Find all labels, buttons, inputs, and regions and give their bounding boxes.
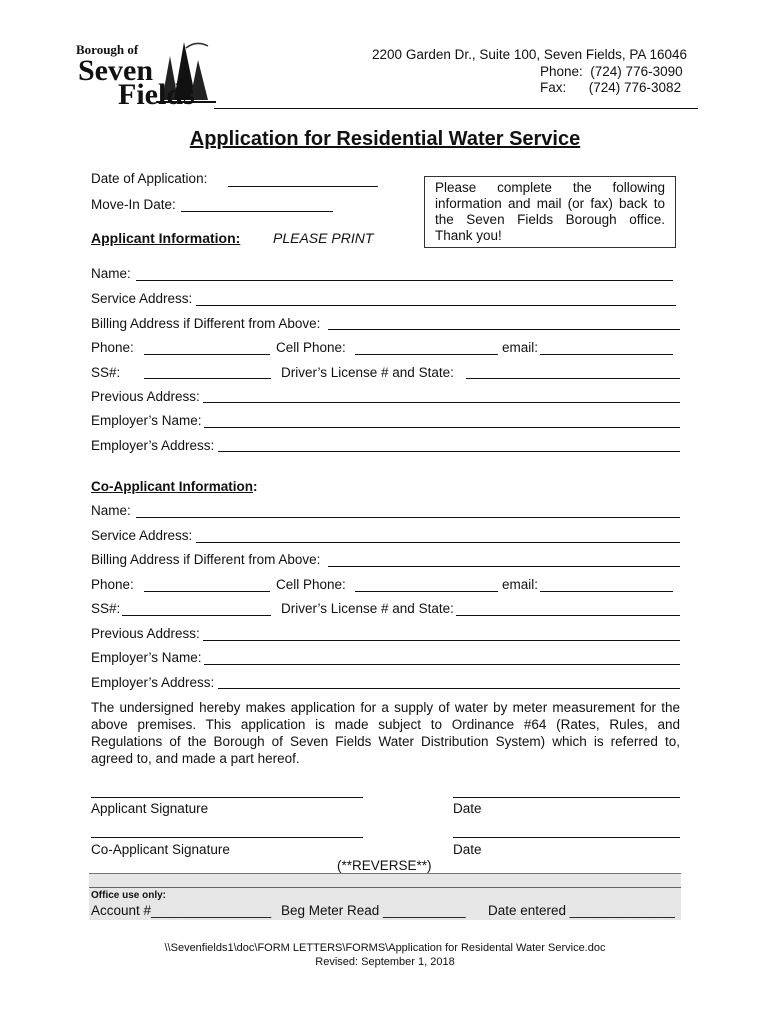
co-applicant-service-address-label: Service Address: [91, 528, 193, 543]
co-applicant-email-field[interactable] [540, 591, 673, 592]
date1-field[interactable] [453, 797, 680, 798]
applicant-ss-label: SS#: [91, 365, 121, 380]
co-applicant-heading-colon: : [253, 479, 258, 494]
header-fax: Fax: (724) 776-3082 [540, 80, 682, 95]
co-applicant-previous-label: Previous Address: [91, 626, 200, 641]
office-account: Account #________________ [91, 903, 272, 918]
co-applicant-ss-label: SS#: [91, 601, 121, 616]
co-applicant-signature-label: Co-Applicant Signature [91, 842, 230, 857]
header-address: 2200 Garden Dr., Suite 100, Seven Fields, PA 16046 [372, 47, 687, 62]
footer-revised: Revised: September 1, 2018 [315, 956, 455, 968]
applicant-heading: Applicant Information: [91, 230, 241, 246]
applicant-cell-field[interactable] [355, 354, 498, 355]
date2-field[interactable] [453, 837, 680, 838]
applicant-license-field[interactable] [466, 378, 680, 379]
logo-line2: Seven [78, 54, 153, 87]
applicant-billing-field[interactable] [328, 329, 680, 330]
co-applicant-billing-label: Billing Address if Different from Above: [91, 552, 321, 567]
applicant-service-address-label: Service Address: [91, 291, 193, 306]
co-applicant-email-label: email: [502, 577, 539, 592]
co-applicant-name-field[interactable] [136, 517, 680, 518]
co-applicant-cell-label: Cell Phone: [276, 577, 346, 592]
applicant-previous-field[interactable] [203, 402, 680, 403]
co-applicant-employer-name-label: Employer’s Name: [91, 650, 202, 665]
co-applicant-employer-address-label: Employer’s Address: [91, 675, 215, 690]
co-applicant-heading-text: Co-Applicant Information [91, 479, 253, 494]
logo-line3: Fields [118, 78, 195, 111]
reverse-note: (**REVERSE**) [337, 858, 432, 873]
applicant-email-label: email: [502, 340, 539, 355]
office-date-entered: Date entered ______________ [488, 903, 675, 918]
co-applicant-ss-field[interactable] [122, 615, 271, 616]
instructions-text: Please complete the following information and mail (or fax) back to the Seven Fields Borough office. Thank you! [435, 180, 665, 243]
applicant-ss-field[interactable] [144, 378, 271, 379]
co-applicant-service-address-field[interactable] [196, 542, 680, 543]
co-applicant-employer-name-field[interactable] [204, 664, 680, 665]
co-applicant-phone-label: Phone: [91, 577, 134, 592]
header-phone: Phone: (724) 776-3090 [540, 64, 683, 79]
applicant-service-address-field[interactable] [196, 305, 676, 306]
date-of-application-field[interactable] [228, 186, 378, 187]
applicant-signature-label: Applicant Signature [91, 801, 209, 816]
co-applicant-name-label: Name: [91, 503, 131, 518]
co-applicant-license-field[interactable] [456, 615, 680, 616]
header-rule [214, 108, 698, 109]
applicant-employer-name-field[interactable] [204, 427, 680, 428]
co-applicant-cell-field[interactable] [355, 591, 498, 592]
co-applicant-phone-field[interactable] [144, 591, 270, 592]
office-use-label: Office use only: [91, 890, 167, 901]
please-print: PLEASE PRINT [273, 230, 374, 246]
instructions-box [424, 176, 676, 248]
applicant-name-label: Name: [91, 266, 131, 281]
applicant-phone-field[interactable] [144, 354, 270, 355]
office-meter-read: Beg Meter Read ___________ [281, 903, 466, 918]
applicant-phone-label: Phone: [91, 340, 134, 355]
applicant-employer-address-label: Employer’s Address: [91, 438, 215, 453]
co-applicant-employer-address-field[interactable] [218, 688, 680, 689]
borough-logo [76, 38, 216, 110]
applicant-previous-label: Previous Address: [91, 389, 200, 404]
co-applicant-previous-field[interactable] [203, 640, 680, 641]
applicant-cell-label: Cell Phone: [276, 340, 346, 355]
applicant-email-field[interactable] [540, 354, 673, 355]
co-applicant-billing-field[interactable] [328, 566, 680, 567]
date-of-application-label: Date of Application: [91, 171, 208, 186]
co-applicant-license-label: Driver’s License # and State: [281, 601, 454, 616]
move-in-date-label: Move-In Date: [91, 197, 176, 212]
logo-line1: Borough of [76, 42, 139, 57]
move-in-date-field[interactable] [181, 211, 333, 212]
applicant-signature-field[interactable] [91, 797, 363, 798]
applicant-employer-address-field[interactable] [218, 451, 680, 452]
co-applicant-heading [91, 479, 258, 494]
applicant-license-label: Driver’s License # and State: [281, 365, 454, 380]
applicant-name-field[interactable] [136, 280, 673, 281]
co-applicant-signature-field[interactable] [91, 837, 363, 838]
applicant-billing-label: Billing Address if Different from Above: [91, 316, 321, 331]
footer-file-path: \\Sevenfields1\doc\FORM LETTERS\FORMS\Application for Residental Water Service.doc [164, 942, 606, 954]
date1-label: Date [453, 801, 482, 816]
date2-label: Date [453, 842, 482, 857]
agreement-text: The undersigned hereby makes application for a supply of water by meter measurement for the above premises. This application is made subject to Ordinance #64 (Rates, Rules, and Regulations of the Borough of Seven Fields Water Distribution System) which is referred to, agreed to, and made a part hereof. [91, 700, 680, 766]
page-title: Application for Residential Water Service [189, 128, 581, 150]
applicant-employer-name-label: Employer’s Name: [91, 413, 202, 428]
office-use-rule [89, 887, 681, 888]
